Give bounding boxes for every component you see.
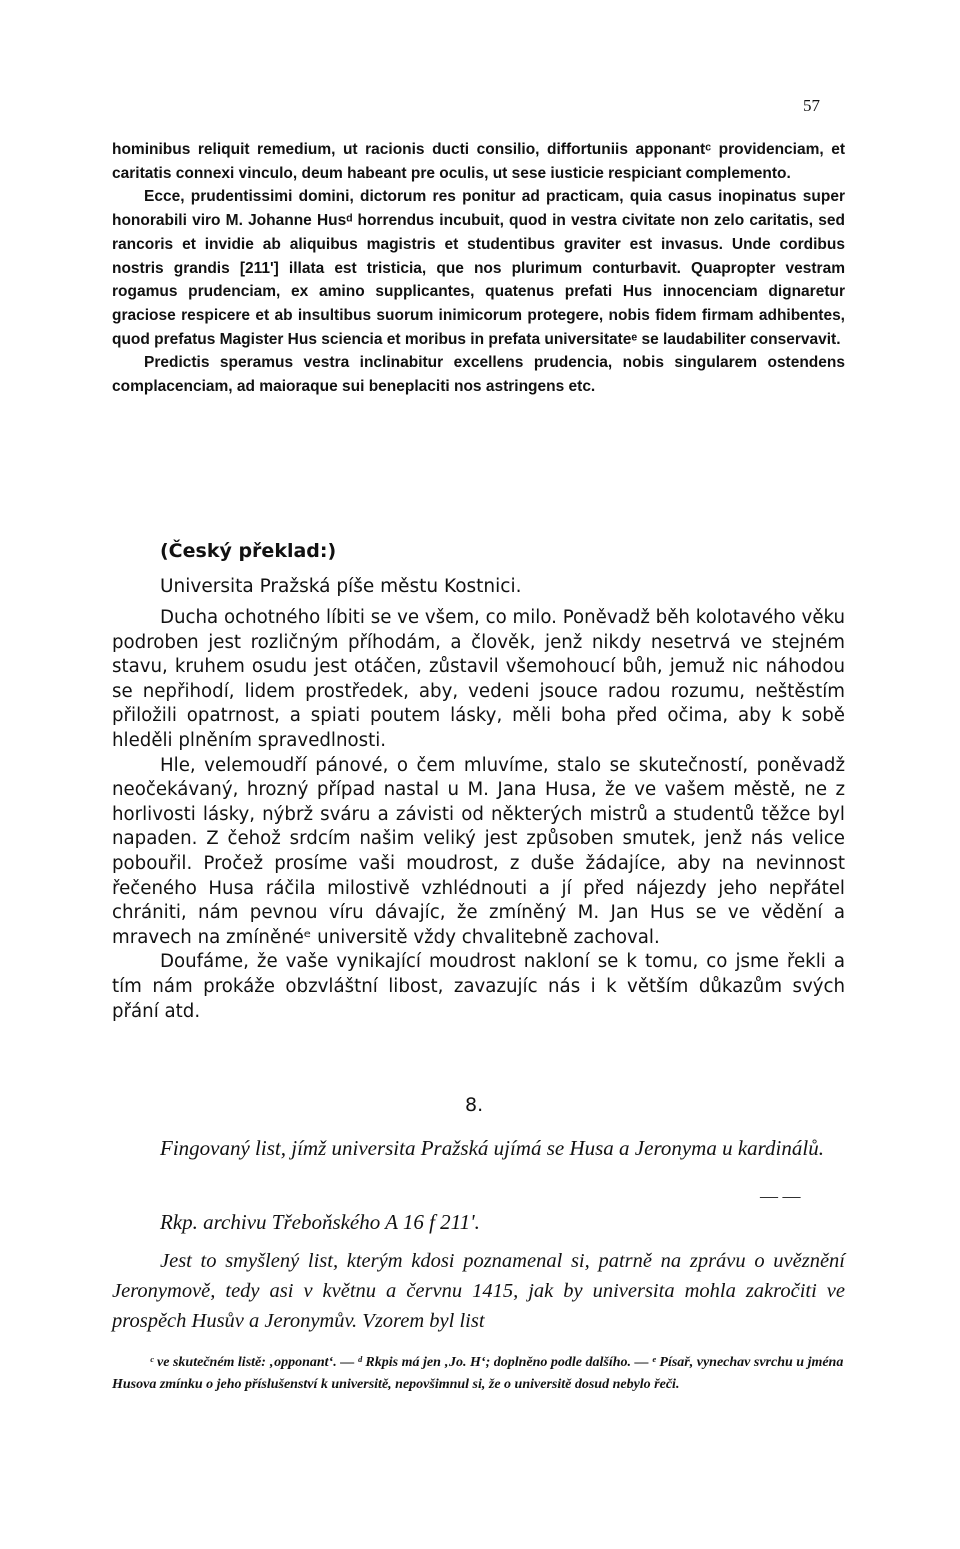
czech-paragraph: Hle, velemoudří pánové, o čem mluvíme, stalo se skutečností, poněvadž neočekávaný, hrozný případ nastal u M. Jana Husa, že ve vašem městě, ne z horlivosti lásky, nýbrž sváru a závisti od některých mistrů a studentů těžce byl napaden. Z čehož srdcím našim veliký jest způsoben smutek, jenž nás velice pobouřil. Pročež prosíme vaši moudrost, z duše žádajíce, aby na nevinnost řečeného Husa ráčila milostivě vzhlédnouti a jí před nájezdy jeho nepřátel chrániti, nám pevnou víru dávajíc, že zmíněný M. Jan Hus se ve vědění a mravech na zmíněnéᵉ universitě vždy chvalitebně zachoval. xyxy=(112,754,845,948)
czech-paragraph: Doufáme, že vaše vynikající moudrost nakloní se k tomu, co jsme řekli a tím nám prokáže obzvláštní libost, zavazujíc nás i k větším důkazům svých přání atd. xyxy=(112,951,845,1022)
czech-translation-text xyxy=(112,606,845,1024)
footnote-text: ᶜ ve skutečném listě: ‚opponant‘. — ᵈ Rkpis má jen ‚Jo. H‘; doplněno podle dalšího. — ᵉ Písař, vynechav svrchu u jména Husova zmínku o jeho příslušenství k universitě, nepovšimnul si, že o universitě dosud nebylo řeči. xyxy=(112,1355,844,1392)
document-number: 8. xyxy=(465,1094,484,1116)
latin-letter-text xyxy=(112,138,845,399)
czech-translation-heading: (Český překlad:) xyxy=(160,540,337,562)
latin-paragraph: Predictis speramus vestra inclinabitur excellens prudencia, nobis singularem ostendens complacenciam, ad maioraque sui beneplaciti nos astringens etc. xyxy=(112,354,845,396)
czech-letter-title: Universita Pražská píše městu Kostnici. xyxy=(160,576,522,597)
editorial-note: Jest to smyšlený list, kterým kdosi poznamenal si, patrně na zprávu o uvěznění Jeronymově, tedy asi v květnu a červnu 1415, jak by universita mohla zakročiti ve prospěch Husův a Jeronymův. Vzorem byl list xyxy=(112,1250,845,1332)
separator-dash: — — xyxy=(760,1186,801,1206)
document-title: Fingovaný list, jímž universita Pražská ujímá se Husa a Jeronyma u kardinálů. xyxy=(160,1136,824,1160)
latin-paragraph: Ecce, prudentissimi domini, dictorum res ponitur ad practicam, quia casus inopinatus super honorabili viro M. Johanne Husᵈ horrendus incubuit, quod in vestra civitate non zelo caritatis, sed rancoris et invidie ab aliquibus magistris et studentibus graviter est invasus. Unde cordibus nostris grandis [211'] illata est tristicia, que nos plurimum conturbavit. Quapropter vestram rogamus prudenciam, ex amino supplicantes, quatenus prefati Hus innocenciam dignaretur graciose respicere et ab insultibus suorum inimicorum protegere, nobis fidem firmam adhibentes, quod prefatus Magister Hus sciencia et moribus in prefata universitateᵉ se laudabiliter conservavit. xyxy=(112,188,845,348)
latin-paragraph: hominibus reliquit remedium, ut racionis ducti consilio, diffortuniis apponantᶜ providenciam, et caritatis connexi vinculo, deum habeant pre oculis, ut sese iusticie respiciant complemento. xyxy=(112,141,845,182)
manuscript-reference: Rkp. archivu Třeboňského A 16 f 211'. xyxy=(160,1210,480,1234)
page-number: 57 xyxy=(803,96,820,115)
footnotes xyxy=(112,1352,845,1396)
czech-paragraph: Ducha ochotného líbiti se ve všem, co milo. Poněvadž běh kolotavého věku podroben jest rozličným příhodám, a člověk, jenž nikdy nesetrvá ve stejném stavu, kruhem osudu jest otáčen, zůstavil všemohoucí bůh, jemuž nic náhodou se nepřihodí, lidem prostředek, aby, vedeni jsouce radou rozumu, neštěstím přiložili opatrnost, a spiati poutem lásky, měli boha před očima, aby k sobě hleděli plněním spravedlnosti. xyxy=(112,607,846,751)
